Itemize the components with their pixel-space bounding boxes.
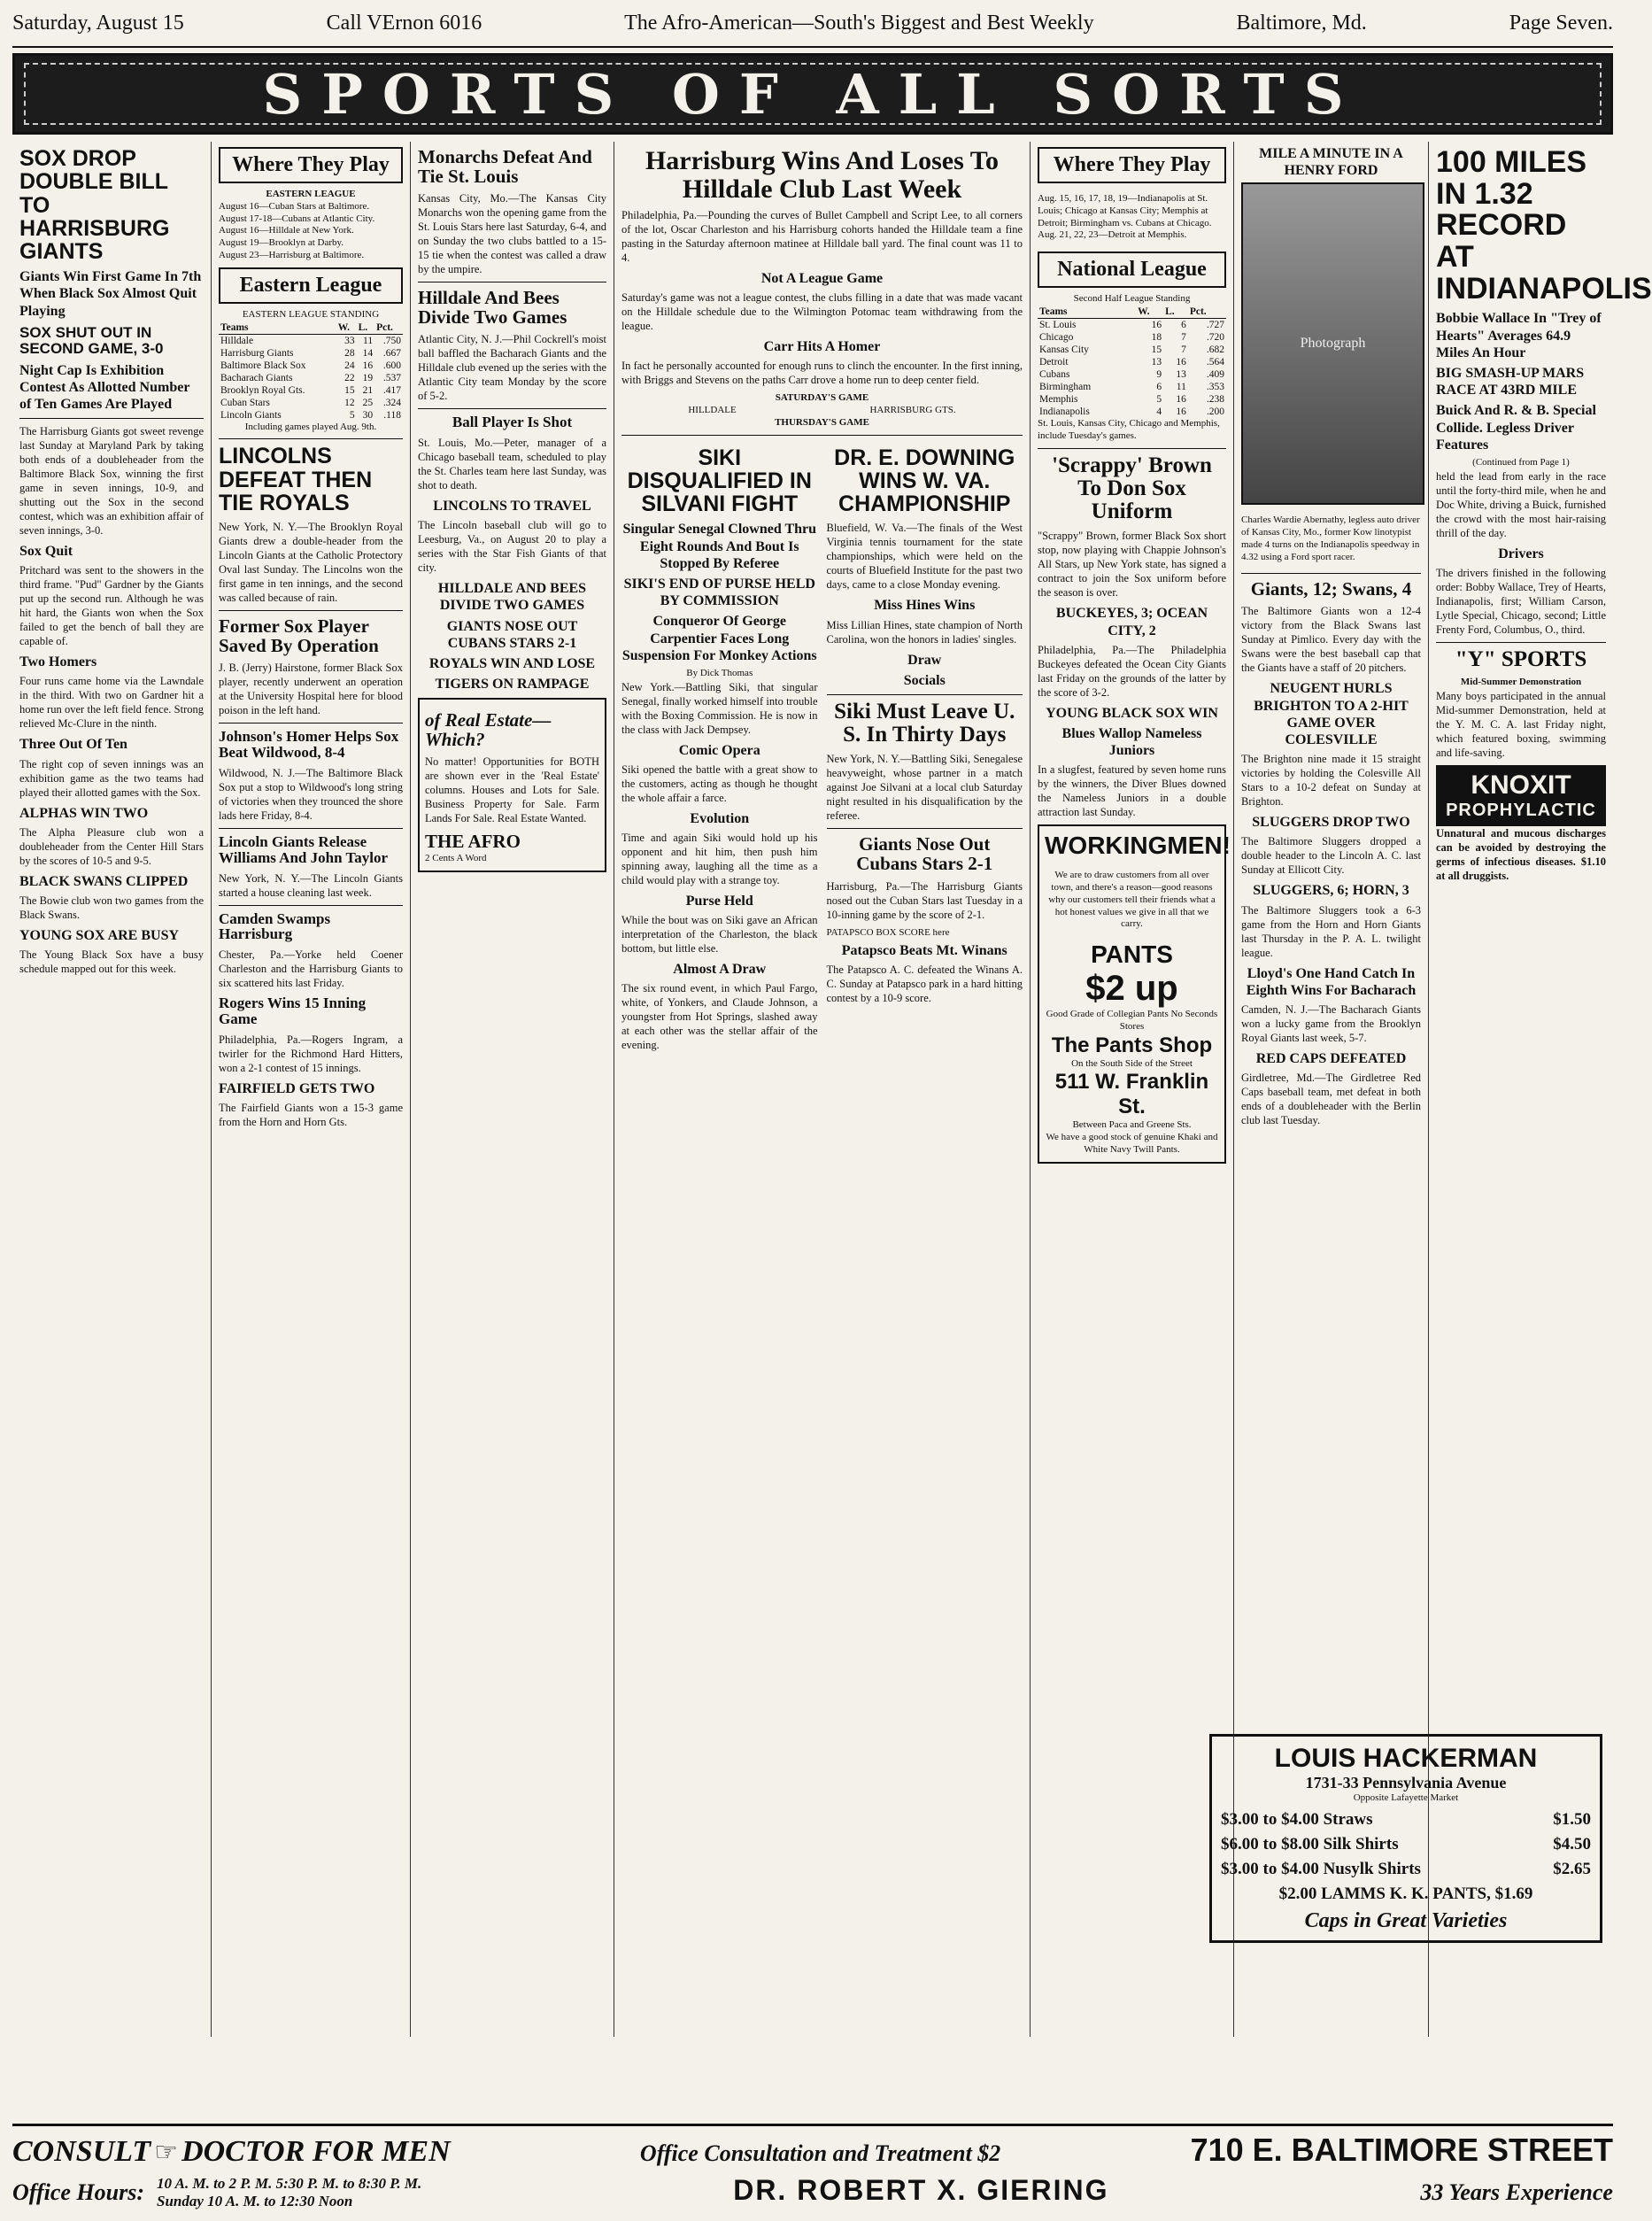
team-cell: Lincoln Giants bbox=[220, 409, 282, 421]
store-name: LOUIS HACKERMAN bbox=[1274, 1744, 1538, 1773]
doctor-name: DR. ROBERT X. GIERING bbox=[733, 2174, 1109, 2206]
ad-sub: Good Grade of Collegian Pants No Seconds Stores bbox=[1046, 1009, 1218, 1032]
table-row bbox=[219, 360, 403, 372]
article-body: The Fairfield Giants won a 15-3 game from the Horn and Horn Gts. bbox=[219, 1102, 403, 1129]
team-cell: Baltimore Black Sox bbox=[220, 360, 306, 371]
pct-cell: .417 bbox=[382, 384, 401, 396]
pct-cell: .353 bbox=[1206, 382, 1224, 393]
divider bbox=[1436, 642, 1606, 643]
divider bbox=[219, 610, 403, 611]
article-body: Miss Lillian Hines, state champion of North Carolina, won the honors in ladies' singles. bbox=[826, 618, 1023, 646]
headline-camden: Camden Swamps Harrisburg bbox=[219, 909, 331, 943]
treatment-price: Office Consultation and Treatment $2 bbox=[639, 2140, 1001, 2166]
divider bbox=[219, 438, 403, 439]
wins-cell: 33 bbox=[344, 335, 355, 346]
pct-cell: .682 bbox=[1206, 344, 1224, 356]
divider bbox=[827, 694, 1023, 695]
box-score-label: SATURDAY'S GAME bbox=[775, 392, 869, 404]
item-name: $3.00 to $4.00 Nusylk Shirts bbox=[1221, 1859, 1421, 1878]
subhead: Evolution bbox=[690, 810, 750, 826]
article-body: Bluefield, W. Va.—The finals of the West Virginia tennis tournament for the state championships, which were held on the courts of Bluefield Institute for the past two days, came to a close Monday evening. bbox=[826, 522, 1023, 592]
subhead: GIANTS NOSE OUT CUBANS STARS 2-1 bbox=[446, 618, 578, 651]
wins-cell: 9 bbox=[1156, 369, 1162, 381]
table-header-row bbox=[1038, 306, 1226, 319]
national-league-title: National League bbox=[1038, 252, 1226, 288]
pct-cell: .118 bbox=[383, 409, 401, 421]
article-body: Time and again Siki would hold up his opponent and hit him, then push him spinning away, laughing all the time as a child would play with a strange toy. bbox=[621, 832, 818, 886]
headline-y-sports: "Y" SPORTS bbox=[1455, 646, 1587, 671]
wins-cell: 22 bbox=[344, 372, 355, 383]
article-body: In fact he personally accounted for enough runs to clinch the encounter. In the first inning, with Briggs and Stevens on the paths Carr drove a home run to deep center field. bbox=[621, 360, 1023, 387]
team-name: HILLDALE bbox=[688, 405, 737, 416]
article-body: Camden, N. J.—The Bacharach Giants won a lucky game from the Brooklyn Royal Giants last week, 5-7. bbox=[1241, 1002, 1421, 1044]
wins-cell: 28 bbox=[344, 347, 355, 359]
article-body: The Bowie club won two games from the Black Swans. bbox=[19, 894, 204, 921]
article-body: Philadelphia, Pa.—Rogers Ingram, a twirler for the Richmond Hard Hitters, won a 2-1 contest of 15 innings. bbox=[219, 1033, 403, 1074]
team-cell: Chicago bbox=[1039, 332, 1074, 344]
subhead: RED CAPS DEFEATED bbox=[1255, 1050, 1407, 1066]
losses-cell: 21 bbox=[362, 384, 374, 396]
article-body: The Brighton nine made it 15 straight victories by holding the Colesville All Stars to a 10-2 defeat on Sunday at Brighton. bbox=[1241, 753, 1421, 809]
continued-note: (Continued from Page 1) bbox=[1472, 456, 1570, 468]
headline-scrappy-brown: 'Scrappy' Brown To Don Sox Uniform bbox=[1052, 453, 1212, 524]
pointing-hand-icon: ☞ bbox=[154, 2138, 179, 2167]
standing-label: Second Half League Standing bbox=[1073, 293, 1191, 305]
losses-cell: 30 bbox=[362, 409, 374, 421]
doctor-ad-footer bbox=[12, 2124, 1613, 2215]
ad-title: of Real Estate—Which? bbox=[425, 709, 552, 751]
article-body: The drivers finished in the following order: Bobby Wallace, Trey of Hearts, Indianapolis, first; William Carson, Lytle Special, Chicago, second; Little Frenty Ford, Columbus, O., third. bbox=[1436, 566, 1606, 636]
subhead: Socials bbox=[903, 672, 946, 688]
schedule-line: August 16—Cuban Stars at Baltimore. bbox=[219, 200, 370, 212]
team-name: HARRISBURG GTS. bbox=[869, 405, 956, 416]
deck: Night Cap Is Exhibition Contest As Allotted Number of Ten Games Are Played bbox=[19, 362, 190, 412]
headline-johnson-homer: Johnson's Homer Helps Sox Beat Wildwood, 8-4 bbox=[219, 728, 399, 762]
team-cell: Bacharach Giants bbox=[220, 372, 293, 383]
article-body: J. B. (Jerry) Hairstone, former Black Sox player, recently underwent an operation at the University Hospital here for blood poison in the left hand. bbox=[219, 662, 403, 717]
ad-store: The Pants Shop bbox=[1051, 1033, 1213, 1057]
knoxit-ad bbox=[1436, 765, 1606, 826]
headline-sox-shut-out: SOX SHUT OUT IN SECOND GAME, 3-0 bbox=[19, 323, 164, 357]
table-row bbox=[1038, 331, 1226, 344]
standings-table bbox=[1038, 306, 1226, 418]
subhead: Patapsco Beats Mt. Winans bbox=[841, 943, 1007, 959]
article-body: The Young Black Sox have a busy schedule mapped out for this week. bbox=[19, 948, 204, 976]
column-header: W. bbox=[336, 321, 357, 335]
table-row bbox=[1038, 406, 1226, 418]
photo-caption: Charles Wardie Abernathy, legless auto driver of Kansas City, Mo., former Kow linotypist made 4 turns on the Indianapolis speedway in 4.32 using a Ford sport racer. bbox=[1241, 515, 1420, 562]
headline-ball-player-shot: Ball Player Is Shot bbox=[452, 414, 573, 431]
article-body: Siki opened the battle with a great show to the customers, acting as though he thought the whole affair a farce. bbox=[621, 762, 818, 804]
article-body: held the lead from early in the race until the forty-third mile, when he and Doc White, driving a Buick, furnished the crowd with the most hair-raising thrill of the day. bbox=[1436, 469, 1606, 539]
subhead: SLUGGERS, 6; HORN, 3 bbox=[1253, 883, 1409, 899]
losses-cell: 7 bbox=[1181, 344, 1186, 356]
price-row bbox=[1221, 1835, 1591, 1854]
subhead: Lloyd's One Hand Catch In Eighth Wins For Bacharach bbox=[1246, 965, 1417, 998]
driver-photo bbox=[1241, 182, 1424, 505]
headline-harrisburg: Harrisburg Wins And Loses To Hilldale Club Last Week bbox=[645, 146, 1000, 204]
deck: Giants Win First Game In 7th When Black Sox Almost Quit Playing bbox=[19, 269, 202, 319]
hours-block bbox=[157, 2175, 421, 2210]
table-row bbox=[219, 409, 403, 422]
subhead: Carr Hits A Homer bbox=[763, 339, 881, 355]
article-body: The Baltimore Sluggers took a 6-3 game from the Horn and Horn Giants last Thursday in the P. A. L. twilight league. bbox=[1241, 903, 1421, 959]
subhead: BLACK SWANS CLIPPED bbox=[19, 873, 189, 889]
table-row bbox=[219, 397, 403, 409]
team-cell: Cubans bbox=[1039, 369, 1070, 381]
subhead: Mid-Summer Demonstration bbox=[1460, 677, 1582, 688]
team-cell: St. Louis bbox=[1039, 320, 1077, 331]
article-body: "Scrappy" Brown, former Black Sox short stop, now playing with Chappie Johnson's All Stars, up New York state, has signed a contract to join the Sox uniform before the season is over. bbox=[1038, 530, 1226, 600]
schedule-text: Aug. 15, 16, 17, 18, 19—Indianapolis at St. Louis; Chicago at Kansas City; Memphis at Detroit; Birmingham vs. Cubans at Chicago. Aug. 21, 22, 23—Detroit at Memphis. bbox=[1038, 193, 1212, 241]
standing-note: St. Louis, Kansas City, Chicago and Memphis, include Tuesday's games. bbox=[1038, 418, 1220, 441]
experience: 33 Years Experience bbox=[1420, 2179, 1613, 2205]
table-row bbox=[1038, 381, 1226, 393]
headline-siki-leave: Siki Must Leave U. S. In Thirty Days bbox=[834, 699, 1015, 747]
losses-cell: 7 bbox=[1181, 332, 1186, 344]
box-score-label: THURSDAY'S GAME bbox=[775, 416, 869, 428]
price-row bbox=[1221, 1810, 1591, 1830]
column-header: L. bbox=[1163, 306, 1188, 319]
table-row bbox=[219, 372, 403, 384]
wins-cell: 15 bbox=[1151, 344, 1162, 356]
weekday-hours: 10 A. M. to 2 P. M. 5:30 P. M. to 8:30 P. M. bbox=[157, 2175, 422, 2192]
subhead: PATAPSCO BOX SCORE here bbox=[826, 926, 950, 938]
ad-price: $2 up bbox=[1085, 969, 1178, 1009]
article-body: Philadelphia, Pa.—The Philadelphia Buckeyes defeated the Ocean City Giants last Friday on the grounds of the latter by the score of 3-2. bbox=[1038, 643, 1226, 699]
pct-cell: .564 bbox=[1206, 357, 1224, 368]
article-body: The Lincoln baseball club will go to Leesburg, Va., on August 20 to play a series with the Star Fish Giants of that city. bbox=[418, 519, 606, 575]
where-they-play-title: Where They Play bbox=[1038, 147, 1226, 183]
table-row bbox=[219, 334, 403, 347]
losses-cell: 6 bbox=[1181, 320, 1186, 331]
subhead: Two Homers bbox=[19, 654, 97, 670]
subhead: BUCKEYES, 3; OCEAN CITY, 2 bbox=[1055, 606, 1208, 638]
issue-date: Saturday, August 15 bbox=[12, 11, 184, 35]
schedule-line: August 16—Hilldale at New York. bbox=[219, 225, 354, 236]
column-header: Pct. bbox=[1188, 306, 1226, 319]
wins-cell: 6 bbox=[1156, 382, 1162, 393]
photo-label: Photograph bbox=[1300, 336, 1366, 352]
pants-shop-ad bbox=[1038, 824, 1231, 1163]
store-landmark: Opposite Lafayette Market bbox=[1353, 1792, 1459, 1803]
article-body: New York, N. Y.—The Lincoln Giants started a house cleaning last week. bbox=[219, 871, 403, 899]
wins-cell: 5 bbox=[349, 409, 355, 421]
table-row bbox=[219, 347, 403, 360]
knoxit-sub: PROPHYLACTIC bbox=[1446, 800, 1596, 820]
pants-offer: $2.00 LAMMS K. K. PANTS, $1.69 bbox=[1278, 1884, 1533, 1903]
real-estate-ad bbox=[418, 698, 606, 872]
team-cell: Kansas City bbox=[1039, 344, 1089, 356]
subhead: FAIRFIELD GETS TWO bbox=[219, 1080, 375, 1096]
subhead: TIGERS ON RAMPAGE bbox=[435, 677, 590, 693]
wins-cell: 5 bbox=[1156, 394, 1162, 406]
doctor-label bbox=[12, 2135, 451, 2169]
pants-row bbox=[1221, 1884, 1591, 1904]
consult-word: CONSULT bbox=[12, 2135, 151, 2168]
article-body: Atlantic City, N. J.—Phil Cockrell's moist ball baffled the Bacharach Giants and the Hilldale club evened up the series with the Atlantic City team Monday by the score of 5-2. bbox=[418, 333, 606, 403]
pct-cell: .667 bbox=[382, 347, 401, 359]
table-row bbox=[1038, 356, 1226, 368]
subhead: Almost A Draw bbox=[673, 962, 767, 978]
losses-cell: 16 bbox=[1176, 357, 1186, 368]
article-body: Harrisburg, Pa.—The Harrisburg Giants nosed out the Cuban Stars last Tuesday in a 10-inning game by the score of 2-1. bbox=[826, 879, 1023, 921]
store-tagline: Caps in Great Varieties bbox=[1304, 1908, 1508, 1932]
headline-100-miles: 100 MILES IN 1.32 RECORD AT INDIANAPOLIS bbox=[1436, 145, 1652, 306]
wins-cell: 12 bbox=[344, 397, 355, 408]
divider bbox=[19, 418, 204, 419]
phone-number: Call VErnon 6016 bbox=[326, 11, 482, 35]
standings-table bbox=[219, 321, 403, 422]
pct-cell: .200 bbox=[1206, 406, 1224, 418]
item-name: $6.00 to $8.00 Silk Shirts bbox=[1221, 1834, 1399, 1853]
doctor-for-men: DOCTOR FOR MEN bbox=[181, 2135, 451, 2168]
subhead: Blues Wallop Nameless Juniors bbox=[1061, 725, 1202, 759]
article-body: Philadelphia, Pa.—Pounding the curves of Bullet Campbell and Script Lee, to all corners of the lot, Oscar Charleston and his Harrisburg cohorts handed the Hilldale team a fine pasting in the Saturday afternoon matinee at Hilldale ball yard. The final count was 11 to 4. bbox=[621, 209, 1023, 264]
pct-cell: .324 bbox=[382, 397, 401, 408]
subhead: Comic Opera bbox=[678, 742, 760, 758]
office-address: 710 E. BALTIMORE STREET bbox=[1190, 2132, 1613, 2168]
knoxit-name: KNOXIT bbox=[1471, 770, 1571, 800]
lower-split bbox=[621, 441, 1023, 1058]
downing-article bbox=[827, 441, 1023, 1058]
subhead: Not A League Game bbox=[760, 271, 884, 286]
pct-cell: .727 bbox=[1206, 320, 1224, 331]
store-address: 1731-33 Pennsylvania Avenue bbox=[1305, 1774, 1507, 1792]
item-name: $3.00 to $4.00 Straws bbox=[1221, 1809, 1373, 1829]
siki-article bbox=[621, 441, 818, 1058]
hours-label: Office Hours: bbox=[12, 2179, 145, 2205]
office-hours bbox=[12, 2175, 421, 2210]
deck: BIG SMASH-UP MARS RACE AT 43RD MILE bbox=[1436, 366, 1585, 399]
paper-slogan: The Afro-American—South's Biggest and Best Weekly bbox=[624, 11, 1094, 35]
standing-label: EASTERN LEAGUE STANDING bbox=[242, 308, 380, 320]
column-5 bbox=[1031, 142, 1234, 2037]
subhead: Sox Quit bbox=[19, 544, 73, 560]
wins-cell: 24 bbox=[344, 360, 355, 371]
subhead: Miss Hines Wins bbox=[874, 598, 976, 614]
standing-note: Including games played Aug. 9th. bbox=[244, 421, 377, 432]
ad-price: 2 Cents A Word bbox=[425, 853, 487, 864]
article-body: Kansas City, Mo.—The Kansas City Monarchs won the opening game from the St. Louis Stars here last Saturday, 6-4, and on Sunday the two clubs battled to a 15-15 tie when the contest was called a draw by the umpire. bbox=[418, 192, 606, 276]
ad-body: No matter! Opportunities for BOTH are shown ever in the 'Real Estate' columns. Houses and Lots for Sale. Business Property for Sale. Farm Lands For Sale. Real Estate Wanted. bbox=[425, 755, 599, 825]
subhead: Three Out Of Ten bbox=[19, 737, 127, 753]
footer-line-2 bbox=[12, 2174, 1613, 2210]
schedule-line: August 23—Harrisburg at Baltimore. bbox=[219, 249, 365, 260]
table-header-row bbox=[219, 321, 403, 335]
ad-location: On the South Side of the Street bbox=[1071, 1057, 1193, 1069]
divider bbox=[219, 828, 403, 829]
deck: Singular Senegal Clowned Thru Eight Rounds And Bout Is Stopped By Referee bbox=[622, 522, 817, 571]
ad-cta: THE AFRO bbox=[425, 831, 521, 853]
divider bbox=[1241, 573, 1421, 574]
subhead: ALPHAS WIN TWO bbox=[19, 805, 149, 821]
article-body: St. Louis, Mo.—Peter, manager of a Chicago baseball team, scheduled to play the St. Charles team here last Sunday, was shot to death. bbox=[418, 437, 606, 492]
section-banner bbox=[12, 53, 1613, 135]
column-header: Teams bbox=[219, 321, 336, 335]
pct-cell: .750 bbox=[382, 335, 401, 346]
divider bbox=[418, 408, 606, 409]
item-price: $4.50 bbox=[1553, 1834, 1591, 1853]
column-4 bbox=[614, 142, 1031, 2037]
ad-pants: PANTS bbox=[1091, 940, 1173, 969]
league-label: EASTERN LEAGUE bbox=[266, 189, 356, 200]
eastern-league-title: Eastern League bbox=[219, 267, 403, 304]
column-3 bbox=[411, 142, 614, 2037]
pct-cell: .720 bbox=[1206, 332, 1224, 344]
headline-downing: DR. E. DOWNING WINS W. VA. CHAMPIONSHIP bbox=[834, 445, 1015, 517]
article-body: Four runs came home via the Lawndale in the third. With two on Gardner hit a home run over the left field fence. Strong relieved Mc-Clure in the ninth. bbox=[19, 675, 204, 731]
column-header: Teams bbox=[1038, 306, 1136, 319]
column-header: Pct. bbox=[374, 321, 403, 335]
losses-cell: 13 bbox=[1176, 369, 1186, 381]
column-header: L. bbox=[357, 321, 374, 335]
team-cell: Harrisburg Giants bbox=[220, 347, 294, 359]
deck: Bobbie Wallace In "Trey of Hearts" Averages 64.9 Miles An Hour bbox=[1436, 311, 1602, 360]
headline-former-sox: Former Sox Player Saved By Operation bbox=[219, 615, 379, 657]
pct-cell: .409 bbox=[1206, 369, 1224, 381]
headline-siki: SIKI DISQUALIFIED IN SILVANI FIGHT bbox=[627, 445, 812, 517]
column-2 bbox=[212, 142, 411, 2037]
headline-lincoln-release: Lincoln Giants Release Williams And John Taylor bbox=[219, 832, 389, 866]
table-row bbox=[1038, 344, 1226, 356]
article-body: The Patapsco A. C. defeated the Winans A. C. Sunday at Patapsco park in a hard hitting contest by a 10-9 score. bbox=[826, 963, 1023, 1005]
wins-cell: 4 bbox=[1156, 406, 1162, 418]
subhead: LINCOLNS TO TRAVEL bbox=[433, 499, 591, 515]
divider bbox=[1038, 448, 1226, 449]
wins-cell: 18 bbox=[1151, 332, 1162, 344]
losses-cell: 25 bbox=[362, 397, 374, 408]
headline-rogers: Rogers Wins 15 Inning Game bbox=[219, 994, 367, 1028]
ad-between: Between Paca and Greene Sts. bbox=[1072, 1119, 1192, 1131]
ad-address: 511 W. Franklin St. bbox=[1054, 1070, 1209, 1119]
item-price: $1.50 bbox=[1553, 1809, 1591, 1829]
hackerman-ad bbox=[1209, 1734, 1602, 1943]
article-body: Many boys participated in the annual Mid-summer Demonstration, held at the Y. M. C. A. last Friday night, which featured boxing, swimming and life-saving. bbox=[1436, 689, 1606, 759]
article-body: Wildwood, N. J.—The Baltimore Black Sox put a stop to Wildwood's long string of victories when they trounced the shore lads here Friday, 8-4. bbox=[219, 766, 403, 822]
pct-cell: .600 bbox=[382, 360, 401, 371]
table-row bbox=[1038, 393, 1226, 406]
team-cell: Cuban Stars bbox=[220, 397, 270, 408]
ad-body: We are to draw customers from all over town, and there's a reason—good reasons why our customers tell their friends what a hot honest values we give in all that we carry. bbox=[1048, 870, 1216, 930]
column-1 bbox=[12, 142, 212, 2037]
team-cell: Detroit bbox=[1039, 357, 1069, 368]
byline: By Dick Thomas bbox=[686, 667, 753, 678]
article-body: The Baltimore Giants won a 12-4 victory from the Black Swans last Sunday at Pimlico. Every day with the Swans were the best baseball cap that the Giants have a staff of 20 pitchers. bbox=[1241, 605, 1421, 675]
article-body: In a slugfest, featured by seven home runs by the winners, the Diver Blues downed the Nameless Juniors in a double attraction last Sunday. bbox=[1038, 763, 1226, 819]
pct-cell: .537 bbox=[382, 372, 401, 383]
article-body: While the bout was on Siki gave an African interpretation of the Charleston, the black bottom, but little else. bbox=[621, 914, 818, 956]
article-body: Pritchard was sent to the showers in the third frame. "Pud" Gardner by the Giants put up the second run. Although he was hit hard, the Giants won when the Sox failed to get the bench of ball they are capable of. bbox=[19, 564, 204, 648]
article-body: Girdletree, Md.—The Girdletree Red Caps baseball team, met defeat in both ends of a doubleheader with the Berlin club last Tuesday. bbox=[1241, 1072, 1421, 1127]
headline-giants-swans: Giants, 12; Swans, 4 bbox=[1250, 578, 1412, 600]
subhead: SLUGGERS DROP TWO bbox=[1252, 815, 1410, 831]
item-price: $2.65 bbox=[1553, 1859, 1591, 1878]
wins-cell: 16 bbox=[1151, 320, 1162, 331]
losses-cell: 11 bbox=[1176, 382, 1186, 393]
schedule-line: August 17-18—Cubans at Atlantic City. bbox=[219, 213, 375, 224]
losses-cell: 14 bbox=[362, 347, 374, 359]
deck: SIKI'S END OF PURSE HELD BY COMMISSION bbox=[623, 576, 815, 609]
page-number: Page Seven. bbox=[1509, 11, 1613, 35]
team-cell: Memphis bbox=[1039, 394, 1078, 406]
team-cell: Hilldale bbox=[220, 335, 254, 346]
article-body: New York, N. Y.—The Brooklyn Royal Giants drew a double-header from the Lincoln Giants at the Catholic Protectory Oval last Sunday. The Lincolns won the first game in ten innings, and the second was called because of rain. bbox=[219, 521, 403, 605]
photo-headline: MILE A MINUTE IN A HENRY FORD bbox=[1259, 146, 1403, 179]
headline-sox-drop: SOX DROP DOUBLE BILL TO HARRISBURG GIANTS bbox=[19, 146, 170, 264]
divider bbox=[219, 723, 403, 724]
deck: Buick And R. & B. Special Collide. Legless Driver Features bbox=[1436, 403, 1596, 453]
deck: Conqueror Of George Carpentier Faces Long Suspension For Monkey Actions bbox=[621, 614, 817, 663]
team-cell: Brooklyn Royal Gts. bbox=[220, 384, 305, 396]
divider bbox=[219, 905, 403, 906]
headline-hilldale-bees: Hilldale And Bees Divide Two Games bbox=[418, 287, 567, 329]
team-cell: Birmingham bbox=[1039, 382, 1092, 393]
subhead: Draw bbox=[907, 652, 942, 668]
knoxit-body: Unnatural and mucous discharges can be avoided by destroying the germs of infectious diseases. $1.10 at all druggists. bbox=[1436, 826, 1606, 882]
losses-cell: 19 bbox=[362, 372, 374, 383]
losses-cell: 16 bbox=[362, 360, 374, 371]
subhead: YOUNG BLACK SOX WIN bbox=[1046, 705, 1218, 721]
losses-cell: 16 bbox=[1176, 406, 1186, 418]
pct-cell: .238 bbox=[1206, 394, 1224, 406]
wins-cell: 13 bbox=[1151, 357, 1162, 368]
wins-cell: 15 bbox=[344, 384, 355, 396]
headline-lincolns: LINCOLNS DEFEAT THEN TIE ROYALS bbox=[219, 444, 373, 515]
subhead: Drivers bbox=[1498, 546, 1544, 561]
article-body: The Baltimore Sluggers dropped a double header to the Lincoln A. C. last Sunday at Ellicott City. bbox=[1241, 835, 1421, 877]
sunday-hours: Sunday 10 A. M. to 12:30 Noon bbox=[157, 2193, 353, 2209]
headline-monarchs: Monarchs Defeat And Tie St. Louis bbox=[418, 146, 592, 188]
schedule-line: August 19—Brooklyn at Darby. bbox=[219, 237, 344, 249]
article-body: New York, N. Y.—Battling Siki, Senegalese heavyweight, whose partner in a match against Joe Silvani at a local club Saturday night resulted in his disqualification by the referee. bbox=[826, 753, 1023, 823]
article-body: Saturday's game was not a league contest, the clubs filling in a date that was made vacant on the Hilldale schedule due to the Wilmington Potomac team withdrawing from the league. bbox=[621, 291, 1023, 333]
losses-cell: 11 bbox=[363, 335, 374, 346]
table-row bbox=[219, 384, 403, 397]
ad-tagline: We have a good stock of genuine Khaki and White Navy Twill Pants. bbox=[1046, 1132, 1218, 1155]
running-header bbox=[12, 0, 1613, 48]
article-body: The Alpha Pleasure club won a doubleheader from the Center Hill Stars by the scores of 10-5 and 9-5. bbox=[19, 825, 204, 867]
headline-giants-nose-out: Giants Nose Out Cubans Stars 2-1 bbox=[856, 833, 993, 875]
subhead: HILLDALE AND BEES DIVIDE TWO GAMES bbox=[437, 581, 587, 614]
article-body: The six round event, in which Paul Fargo, white, of Yonkers, and Claude Johnson, a youngster from Hot Springs, slashed away at each other was the stellar affair of the evening. bbox=[621, 982, 818, 1052]
table-row bbox=[1038, 319, 1226, 332]
footer-line-1 bbox=[12, 2132, 1613, 2169]
article-body: The Harrisburg Giants got sweet revenge last Sunday at Maryland Park by taking both ends of a doubleheader from the Baltimore Black Sox, winning the first game in seven innings, 10-9, and shutting out the Sox in the second contest, which was an exhibition affair of seven innings, 3-0. bbox=[19, 425, 204, 538]
column-header: W. bbox=[1136, 306, 1163, 319]
where-they-play-title: Where They Play bbox=[219, 147, 403, 183]
subhead: NEUGENT HURLS BRIGHTON TO A 2-HIT GAME OVER COLESVILLE bbox=[1254, 681, 1409, 747]
team-cell: Indianapolis bbox=[1039, 406, 1090, 418]
ad-headline: WORKINGMEN! bbox=[1045, 832, 1231, 860]
table-row bbox=[1038, 368, 1226, 381]
price-row bbox=[1221, 1860, 1591, 1879]
divider bbox=[827, 828, 1023, 829]
banner-title: SPORTS OF ALL SORTS bbox=[262, 61, 1363, 127]
article-body: Chester, Pa.—Yorke held Coener Charleston and the Harrisburg Giants to six scattered hits last Friday. bbox=[219, 948, 403, 990]
article-body: The right cop of seven innings was an exhibition game as the two teams had played their allotted games with the Sox. bbox=[19, 757, 204, 799]
divider bbox=[621, 435, 1023, 436]
city: Baltimore, Md. bbox=[1236, 11, 1367, 35]
subhead: YOUNG SOX ARE BUSY bbox=[19, 928, 180, 943]
subhead: ROYALS WIN AND LOSE bbox=[428, 655, 596, 671]
losses-cell: 16 bbox=[1176, 394, 1186, 406]
article-body: New York.—Battling Siki, that singular Senegal, finally worked himself into trouble with the Boxing Commission. He is now in the class with Jack Dempsey. bbox=[621, 680, 818, 736]
box-score-header bbox=[621, 405, 1023, 417]
subhead: Purse Held bbox=[685, 894, 753, 909]
